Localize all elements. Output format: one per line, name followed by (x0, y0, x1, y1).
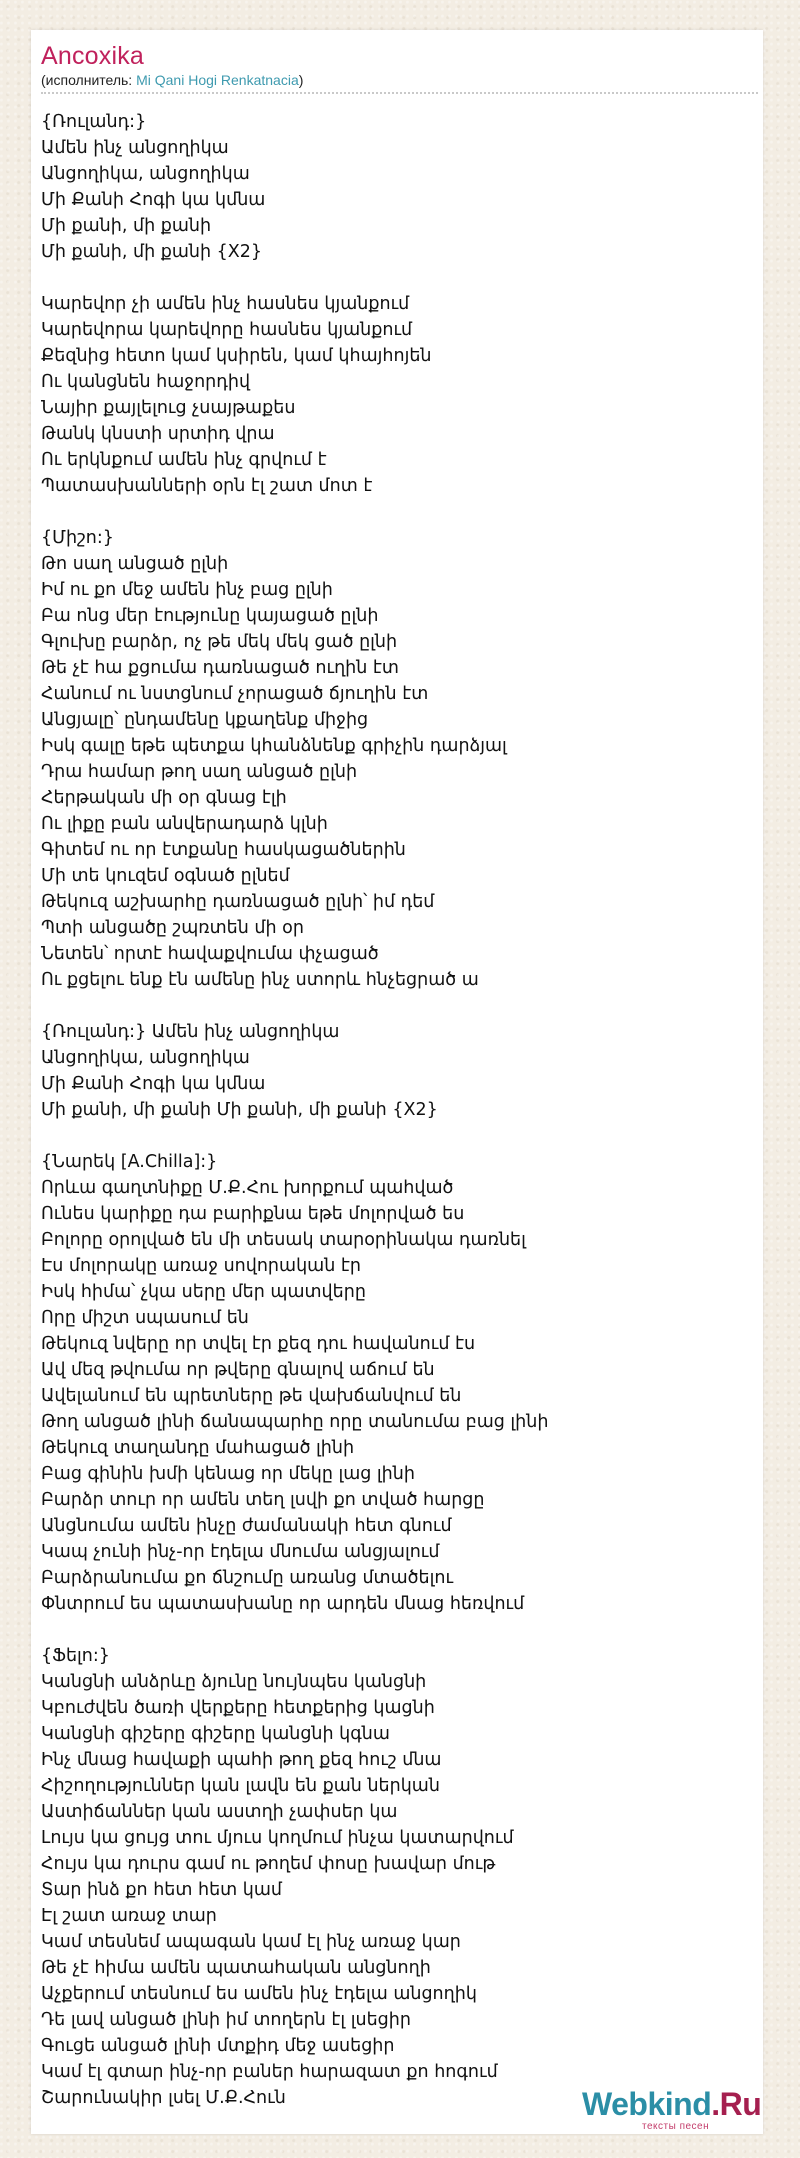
lyric-line: Մի Քանի Հոգի կա կմնա (41, 190, 266, 210)
lyric-line: Բարձրանումա քո ճնշումը առանց մտածելու (41, 1568, 454, 1588)
lyric-line: Էս մոլորակը առաջ սովորական էր (41, 1256, 361, 1276)
lyric-line: Հույս կա դուրս գամ ու թողեմ փոսը խավար մութ (41, 1854, 496, 1874)
lyric-line: Անցնումա ամեն ինչը ժամանակի հետ գնում (41, 1516, 452, 1536)
lyric-line: Բա ոնց մեր էությունը կայացած ըլնի (41, 606, 379, 626)
lyric-line: Իմ ու քո մեջ ամեն ինչ բաց ըլնի (41, 580, 333, 600)
lyric-line: Տար ինձ քո հետ հետ կամ (41, 1880, 283, 1900)
song-title: Ancoxika (41, 42, 145, 70)
lyric-line: Դրա համար թող սաղ անցած ըլնի (41, 762, 358, 782)
lyric-line: {Ռուլանդ:} (41, 112, 147, 132)
artist-prefix: (исполнитель: (41, 72, 137, 88)
lyric-line: {Միշո:} (41, 528, 114, 548)
lyric-line: Ամեն ինչ անցողիկա (41, 138, 229, 158)
lyric-line: Անցողիկա, անցողիկա (41, 164, 250, 184)
lyric-line: {Ռուլանդ:} Ամեն ինչ անցողիկա (41, 1022, 340, 1042)
lyric-line: {Ֆելո:} (41, 1646, 110, 1666)
lyric-line: Քեզնից հետո կամ կսիրեն, կամ կհայհոյեն (41, 346, 432, 366)
lyric-line: Որևա գաղտնիքը Մ.Ք.Հու խորքում պահված (41, 1178, 454, 1198)
lyric-line: Ավ մեզ թվումա որ թվերը գնալով աճում են (41, 1360, 435, 1380)
lyric-line: Գիտեմ ու որ էտքանը հասկացածներին (41, 840, 406, 860)
lyric-blank-line (41, 499, 741, 525)
lyric-line: Կապ չունի ինչ-որ էդելա մնումա անցյալում (41, 1542, 440, 1562)
lyric-line: Հերթական մի օր գնաց էլի (41, 788, 287, 808)
lyric-line: Թեկուզ տաղանդը մահացած լինի (41, 1438, 355, 1458)
lyric-blank-line (41, 1617, 741, 1643)
logo-brand-main: Webkind (582, 2086, 712, 2122)
lyric-line: Բոլորը օրոլված են մի տեսակ տարօրինակա դառնել (41, 1230, 526, 1250)
lyric-line: Անցողիկա, անցողիկա (41, 1048, 250, 1068)
lyric-line: Ունես կարիքը դա բարիքնա եթե մոլորված ես (41, 1204, 465, 1224)
lyric-line: Կարեվոր չի ամեն ինչ հասնես կյանքում (41, 294, 410, 314)
lyric-line: Ու երկնքում ամեն ինչ գրվում է (41, 450, 327, 470)
lyric-line: Կանցնի անձրևը ձյունը նույնպես կանցնի (41, 1672, 427, 1692)
lyric-line: Ավելանում են պրետները թե վախճանվում են (41, 1386, 462, 1406)
artist-link[interactable]: Mi Qani Hogi Renkatnacia (136, 72, 299, 88)
lyric-line: Թեկուզ նվերը որ տվել էր քեզ դու հավանում էս (41, 1334, 476, 1354)
lyric-line: Պատասխանների օրն էլ շատ մոտ է (41, 476, 373, 496)
logo-tagline: тексты песен (642, 2121, 710, 2132)
lyric-line: Գլուխը բարձր, ոչ թե մեկ մեկ ցած ըլնի (41, 632, 398, 652)
lyric-line: Ու լիքը բան անվերադարձ կլնի (41, 814, 328, 834)
lyric-line: Պտի անցածը շպռտեն մի օր (41, 918, 304, 938)
lyric-line: Կանցնի գիշերը գիշերը կանցնի կգնա (41, 1724, 390, 1744)
lyric-line: Որը միշտ սպասում են (41, 1308, 249, 1328)
lyric-line: Ու կանցնեն հաջորդիվ (41, 372, 251, 392)
webkind-logo[interactable] (582, 2086, 772, 2134)
lyric-line: Փնտրում ես պատասխանը որ արդեն մնաց հեռվում (41, 1594, 525, 1614)
lyric-line: Աչքերում տեսնում ես ամեն ինչ էդելա անցողիկ (41, 1984, 477, 2004)
lyric-line: Կբուժվեն ծառի վերքերը հետքերից կացնի (41, 1698, 435, 1718)
lyric-line: Լույս կա ցույց տու մյուս կողմում ինչա կատարվում (41, 1828, 514, 1848)
lyric-line: Մի քանի, մի քանի {X2} (41, 242, 263, 262)
lyric-line: Ինչ մնաց հավաքի պահի թող քեզ հուշ մնա (41, 1750, 442, 1770)
lyric-line: Շարունակիր լսել Մ.Ք.Հուն (41, 2088, 286, 2108)
lyric-line: Աստիճաններ կան աստղի չափսեր կա (41, 1802, 398, 1822)
lyric-line: Իսկ հիմա՝ չկա սերը մեր պատվերը (41, 1282, 366, 1302)
artist-line (41, 72, 303, 88)
lyric-line: Մի քանի, մի քանի Մի քանի, մի քանի {X2} (41, 1100, 438, 1120)
lyric-line: Հանում ու նստցնում չորացած ճյուղին էտ (41, 684, 429, 704)
lyric-line: Հիշողություններ կան լավն են քան ներկան (41, 1776, 440, 1796)
lyric-line: Թե չէ հիմա ամեն պատահական անցնողի (41, 1958, 431, 1978)
lyric-blank-line (41, 265, 741, 291)
logo-brand-tld: .Ru (711, 2086, 762, 2122)
title-divider (41, 92, 758, 94)
lyric-line: Կամ էլ գտար ինչ-որ բաներ հարազատ քո հոգում (41, 2062, 498, 2082)
lyric-line: Իսկ գալը եթե պետքա կհանձնենք գրիչին դարձյալ (41, 736, 507, 756)
artist-suffix: ) (298, 72, 304, 88)
lyric-line: Ու քցելու ենք էն ամենը ինչ ստորև հնչեցրած ա (41, 970, 479, 990)
lyric-line: Մի տե կուզեմ օգնած ըլնեմ (41, 866, 290, 886)
lyric-line: Կարեվորա կարեվորը հասնես կյանքում (41, 320, 413, 340)
lyric-line: Կամ տեսնեմ ապագան կամ էլ ինչ առաջ կար (41, 1932, 461, 1952)
lyric-line: Թանկ կնստի սրտիդ վրա (41, 424, 275, 444)
lyric-line: Անցյալը՝ ընդամենը կքաղենք միջից (41, 710, 369, 730)
lyric-blank-line (41, 1123, 741, 1149)
lyric-line: Բաց գինին խմի կենաց որ մեկը լաց լինի (41, 1464, 415, 1484)
lyric-line: Նետեն՝ որտէ հավաքվումա փչացած (41, 944, 379, 964)
lyric-blank-line (41, 993, 741, 1019)
lyric-line: Մի Քանի Հոգի կա կմնա (41, 1074, 266, 1094)
lyric-line: Նայիր քայլելուց չսայթաքես (41, 398, 296, 418)
lyric-line: Թո սաղ անցած ըլնի (41, 554, 229, 574)
lyric-line: Բարձր տուր որ ամեն տեղ լսվի քո տված հարցը (41, 1490, 485, 1510)
lyric-line: Թող անցած լինի ճանապարհը որը տանումա բաց լինի (41, 1412, 549, 1432)
lyric-line: {Նարեկ [A.Chilla]:} (41, 1152, 218, 1172)
logo-brand (582, 2086, 761, 2122)
lyric-line: Գուցե անցած լինի մտքիդ մեջ ասեցիր (41, 2036, 395, 2056)
lyric-line: Մի քանի, մի քանի (41, 216, 212, 236)
lyric-line: Թե չէ հա քցումա դառնացած ուղին էտ (41, 658, 399, 678)
lyrics-text (41, 109, 741, 2111)
lyric-line: Էլ շատ առաջ տար (41, 1906, 217, 1926)
lyric-line: Դե լավ անցած լինի իմ տողերն էլ լսեցիր (41, 2010, 411, 2030)
lyric-line: Թեկուզ աշխարհը դառնացած ըլնի՝ իմ դեմ (41, 892, 435, 912)
